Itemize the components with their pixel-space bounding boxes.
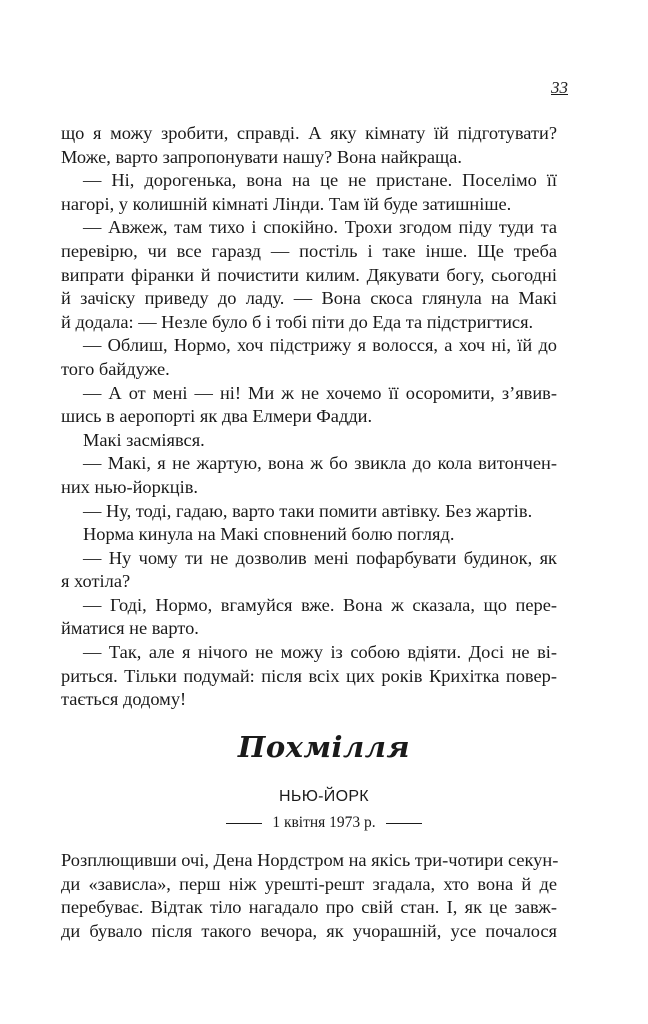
text-line: Макі засміявся. — [83, 429, 205, 450]
text-line: нагорі, у колишній кімнаті Лінди. Там їй буде затишніше. — [61, 193, 512, 214]
date-rule-right — [386, 823, 422, 824]
text-line: риться. Тільки подумай: після всіх цих років Крихітка повер- — [61, 665, 557, 686]
text-line: ди «зависла», перш ніж урешті-решт згадала, хто вона й де — [61, 873, 557, 894]
text-line: — Макі, я не жартую, вона ж бо звикла до кола витончен- — [83, 453, 557, 474]
text-line: — А от мені — ні! Ми ж не хочемо її осоромити, з’явив- — [83, 382, 557, 403]
date-rule-left — [226, 823, 262, 824]
text-line: — Облиш, Нормо, хоч підстрижу я волосся, а хоч ні, їй до — [83, 335, 557, 356]
text-line: що я можу зробити, справді. А яку кімнату їй підготувати? — [61, 123, 557, 143]
text-line: я хотіла? — [61, 571, 131, 592]
text-line: них нью-йоркців. — [61, 476, 198, 497]
text-line: — Ну чому ти не дозволив мені пофарбувати будинок, як — [83, 547, 557, 568]
text-line: — Годі, Нормо, вгамуйся вже. Вона ж сказала, що пере- — [83, 594, 557, 615]
text-line: Норма кинула на Макі сповнений болю погляд. — [83, 524, 455, 545]
text-line: — Так, але я нічого не можу із собою вдіяти. Досі не ві- — [83, 642, 557, 663]
page-number: 33 — [551, 78, 568, 97]
text-line: шись в аеропорті як два Елмери Фадди. — [61, 406, 373, 427]
text-line: перевірю, чи все гаразд — постіль і таке інше. Ще треба — [61, 240, 557, 261]
text-line: — Авжеж, там тихо і спокійно. Трохи згодом піду туди та — [83, 217, 557, 238]
text-line: й додала: — Незле було б і тобі піти до Еда та підстригтися. — [61, 311, 534, 332]
text-line: тається додому! — [61, 689, 187, 710]
chapter-opening-text-block — [61, 849, 557, 943]
text-line: випрати фіранки й почистити килим. Дякувати богу, сьогодні — [61, 264, 557, 285]
text-line: — Ні, дорогенька, вона на це не пристане. Поселімо її — [83, 170, 557, 191]
text-line: Розплющивши очі, Дена Нордстром на якісь три-чотири секун- — [61, 850, 559, 870]
text-line: перебуває. Відтак тіло нагадало про свій стан. І, як це завж- — [61, 897, 557, 918]
text-line: й зачіску приведу до ладу. — Вона скоса глянула на Макі — [61, 288, 557, 309]
text-line: Може, варто запропонувати нашу? Вона найкраща. — [61, 146, 462, 167]
chapter-location: НЬЮ-ЙОРК — [279, 788, 369, 805]
dialogue-text-block — [61, 122, 557, 712]
chapter-date-row — [0, 814, 648, 832]
chapter-date: 1 квітня 1973 р. — [272, 814, 376, 831]
text-line: того байдуже. — [61, 358, 170, 379]
text-line: ди бувало після такого вечора, як учорашній, усе почалося — [61, 920, 557, 941]
chapter-title: Похмілля — [237, 730, 411, 764]
text-line: йматися не варто. — [61, 618, 199, 639]
text-line: — Ну, тоді, гадаю, варто таки помити автівку. Без жартів. — [83, 500, 533, 521]
